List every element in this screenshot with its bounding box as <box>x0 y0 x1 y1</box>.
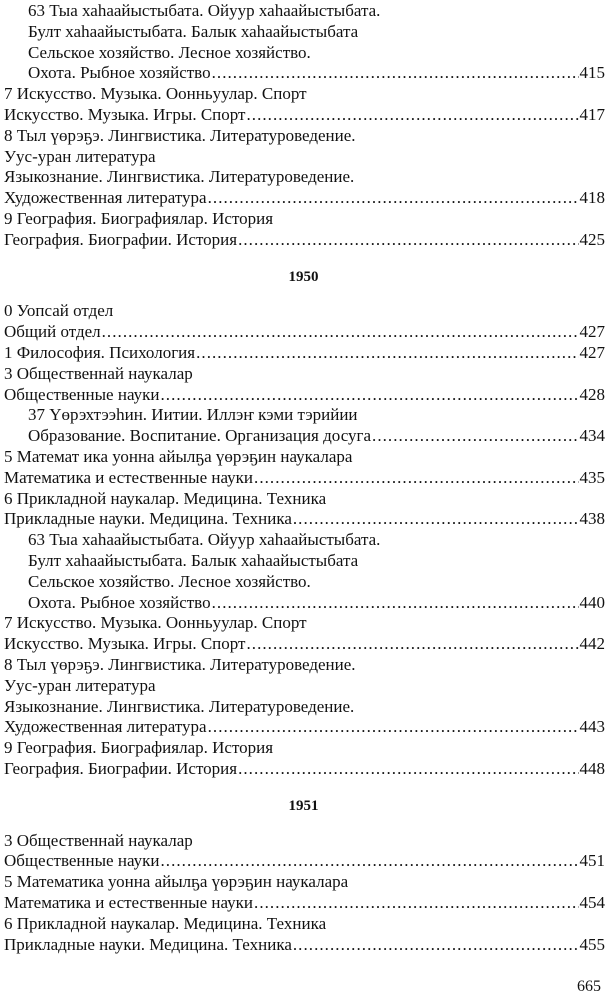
toc-heading-line <box>4 363 605 385</box>
toc-heading-line <box>28 42 605 64</box>
toc-entry <box>4 850 605 872</box>
entry-title: Уус-уран литература <box>4 146 156 166</box>
entry-title: Искусство. Музыка. Игры. Спорт <box>4 105 246 124</box>
toc-heading-line <box>4 654 605 676</box>
entry-title: Прикладные науки. Медицина. Техника <box>4 509 292 529</box>
entry-title: Охота. Рыбное хозяйство <box>28 592 211 612</box>
entry-title: Образование. Воспитание. Организация досуга <box>28 426 372 446</box>
entry-title: Языкознание. Лингвистика. Литературоведение. <box>4 167 355 187</box>
dot-leader <box>208 187 579 209</box>
dot-leader <box>254 892 578 914</box>
entry-title: География. Биографии. История <box>4 229 238 249</box>
toc-entry <box>4 187 605 209</box>
entry-page-number: 442 <box>579 634 605 654</box>
dot-leader <box>246 104 578 126</box>
toc-heading-line <box>4 300 605 322</box>
entry-title: Булт хаhаайыстыбата. Балык хаhаайыстыбата <box>28 21 359 41</box>
entry-page-number: 425 <box>579 229 605 249</box>
toc-entry <box>28 425 605 447</box>
entry-page-number: 440 <box>579 592 605 612</box>
toc-entry <box>4 467 605 489</box>
toc-entry <box>4 104 605 126</box>
toc-heading-line <box>28 571 605 593</box>
entry-title: Булт хаhаайыстыбата. Балык хаhаайыстыбата <box>28 551 359 570</box>
toc-heading-line <box>4 83 605 105</box>
year-heading: 1950 <box>288 268 319 285</box>
dot-leader <box>102 321 579 343</box>
entry-title: 5 Математ ика уонна айылҕа үөрэҕин наукалара <box>4 447 353 466</box>
entry-title: 63 Тыа хаhаайыстыбата. Ойуур хаhаайыстыбата. <box>28 530 381 550</box>
toc-entry <box>4 508 605 530</box>
year-heading: 1951 <box>288 797 319 814</box>
entry-page-number: 454 <box>579 893 605 912</box>
toc-heading-line <box>28 404 605 426</box>
toc-heading-line <box>4 696 605 718</box>
toc-heading-line <box>4 675 605 697</box>
entry-title: 0 Уопсай отдел <box>4 301 114 321</box>
entry-title: Уус-уран литература <box>4 675 156 695</box>
dot-leader <box>293 934 579 956</box>
dot-leader <box>160 384 578 406</box>
entry-title: 37 Үөрэхтээhин. Иитии. Иллэҥ кэми тэрийии <box>28 405 358 425</box>
dot-leader <box>238 758 578 780</box>
entry-page-number: 451 <box>579 851 605 871</box>
toc-heading-line <box>28 0 605 22</box>
entry-title: Искусство. Музыка. Игры. Спорт <box>4 634 246 654</box>
entry-title: Сельское хозяйство. Лесное хозяйство. <box>28 42 311 62</box>
entry-page-number: 427 <box>579 343 605 362</box>
entry-title: 3 Общественнай наукалар <box>4 830 193 850</box>
entry-title: 3 Общественнай наукалар <box>4 363 193 383</box>
toc-heading-line <box>4 871 605 893</box>
entry-page-number: 415 <box>579 63 605 83</box>
toc-entry <box>4 384 605 406</box>
toc-heading-line <box>4 913 605 935</box>
toc-heading-line <box>4 208 605 230</box>
entry-title: 9 География. Биографиялар. История <box>4 209 274 228</box>
entry-title: Общественные науки <box>4 851 160 871</box>
entry-page-number: 428 <box>579 384 605 404</box>
entry-page-number: 455 <box>579 934 605 954</box>
dot-leader <box>293 508 579 530</box>
toc-entry <box>28 62 605 84</box>
toc-entry <box>4 229 605 251</box>
dot-leader <box>212 592 579 614</box>
toc-heading-line <box>4 488 605 510</box>
toc-entry <box>4 342 605 364</box>
entry-title: 63 Тыа хаhаайыстыбата. Ойуур хаhаайыстыбата. <box>28 1 381 20</box>
entry-title: 7 Искусство. Музыка. Оонньуулар. Спорт <box>4 613 307 633</box>
entry-title: Общий отдел <box>4 322 101 342</box>
entry-title: 1 Философия. Психология <box>4 343 196 362</box>
entry-title: Охота. Рыбное хозяйство <box>28 63 211 83</box>
entry-page-number: 418 <box>579 188 605 208</box>
toc-entry <box>4 633 605 655</box>
entry-title: 7 Искусство. Музыка. Оонньуулар. Спорт <box>4 84 307 104</box>
dot-leader <box>160 850 578 872</box>
entry-page-number: 417 <box>579 105 605 124</box>
entry-page-number: 435 <box>579 467 605 487</box>
toc-entry <box>4 321 605 343</box>
dot-leader <box>254 467 578 489</box>
toc-heading-line <box>4 612 605 634</box>
dot-leader <box>212 62 579 84</box>
entry-title: Художественная литература <box>4 188 207 208</box>
entry-title: Прикладные науки. Медицина. Техника <box>4 934 292 954</box>
dot-leader <box>238 229 578 251</box>
toc-heading-line <box>28 529 605 551</box>
toc-entry <box>28 592 605 614</box>
toc-heading-line <box>4 166 605 188</box>
entry-title: Сельское хозяйство. Лесное хозяйство. <box>28 571 311 591</box>
toc-heading-line <box>28 21 605 43</box>
toc-entry <box>4 758 605 780</box>
entry-title: Математика и естественные науки <box>4 893 254 912</box>
entry-title: Общественные науки <box>4 384 160 404</box>
entry-title: 5 Математика уонна айылҕа үөрэҕин наукалара <box>4 872 349 892</box>
toc-heading-line <box>4 830 605 852</box>
dot-leader <box>372 425 578 447</box>
entry-page-number: 443 <box>579 717 605 737</box>
entry-title: 6 Прикладной наукалар. Медицина. Техника <box>4 488 327 508</box>
dot-leader <box>196 342 578 364</box>
entry-title: 8 Тыл үөрэҕэ. Лингвистика. Литературоведение. <box>4 655 356 674</box>
entry-page-number: 448 <box>579 759 605 778</box>
toc-heading-line <box>4 146 605 168</box>
entry-title: 6 Прикладной наукалар. Медицина. Техника <box>4 913 327 933</box>
toc-entry <box>4 892 605 914</box>
entry-title: 8 Тыл үөрэҕэ. Лингвистика. Литературоведение. <box>4 125 356 145</box>
entry-page-number: 434 <box>579 426 605 446</box>
entry-title: Языкознание. Лингвистика. Литературоведение. <box>4 696 355 716</box>
entry-title: Математика и естественные науки <box>4 467 254 487</box>
toc-heading-line <box>4 446 605 468</box>
entry-page-number: 438 <box>579 509 605 529</box>
toc-entry <box>4 716 605 738</box>
entry-page-number: 427 <box>579 322 605 342</box>
toc-heading-line <box>4 737 605 759</box>
toc-heading-line <box>28 550 605 572</box>
entry-title: Художественная литература <box>4 717 207 737</box>
page-number: 665 <box>577 978 601 995</box>
dot-leader <box>246 633 578 655</box>
dot-leader <box>208 716 579 738</box>
toc-entry <box>4 934 605 956</box>
entry-title: 9 География. Биографиялар. История <box>4 738 274 758</box>
entry-title: География. Биографии. История <box>4 759 238 778</box>
toc-heading-line <box>4 125 605 147</box>
